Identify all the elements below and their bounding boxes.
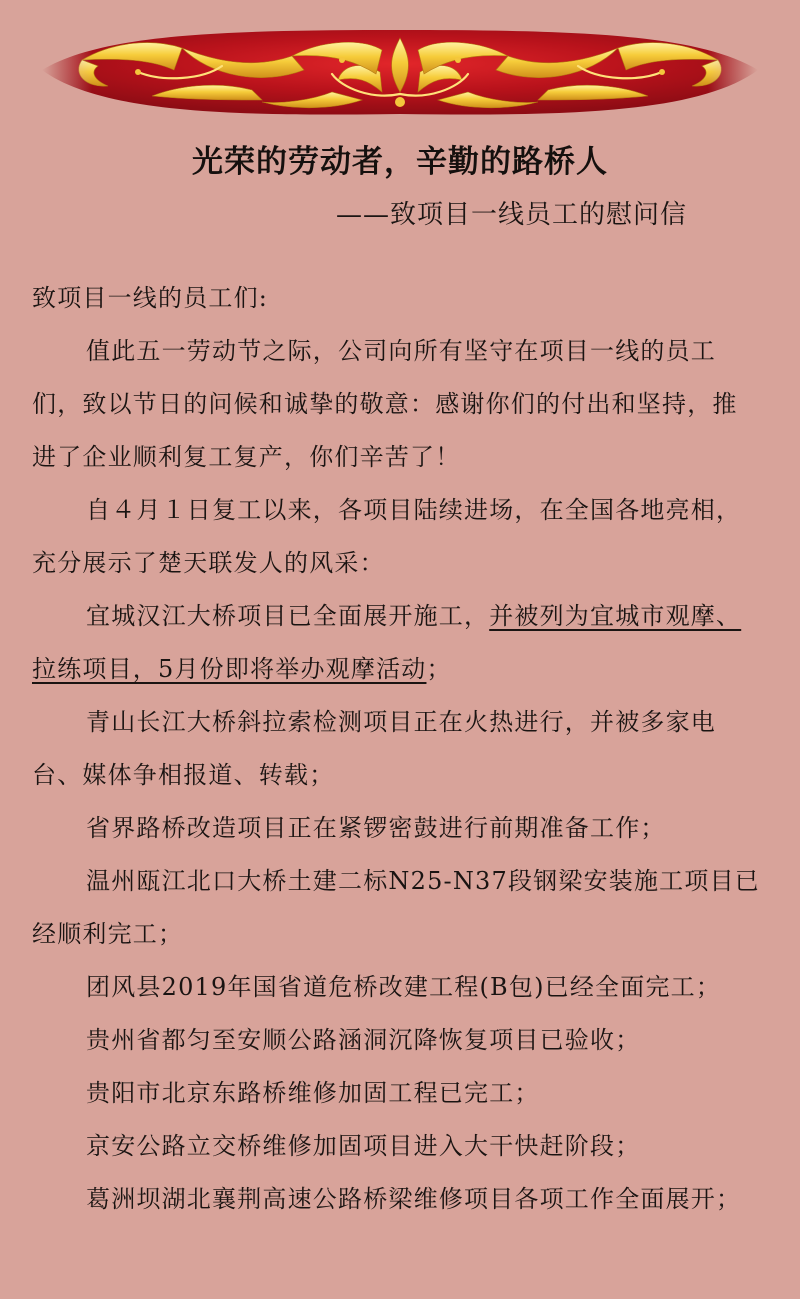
paragraph-qingshan-bridge: 青山长江大桥斜拉索检测项目正在火热进行，并被多家电台、媒体争相报道、转载； [32, 708, 716, 789]
paragraph-jingan: 京安公路立交桥维修加固项目进入大干快赶阶段； [86, 1132, 641, 1160]
yicheng-text: 宜城汉江大桥项目已全面展开施工， [86, 602, 490, 630]
decorative-banner [42, 30, 758, 116]
letter-subtitle: ——致项目一线员工的慰问信 [336, 200, 688, 230]
paragraph-yicheng-bridge [32, 590, 760, 696]
paragraph-greeting: 值此五一劳动节之际，公司向所有坚守在项目一线的员工们，致以节日的问候和诚挚的敬意：感谢你们的付出和坚持，推进了企业顺利复工复产，你们辛苦了！ [32, 337, 738, 471]
yicheng-punctuation: ； [426, 655, 452, 683]
paragraph-wenzhou-bridge: 温州瓯江北口大桥土建二标N25-N37段钢梁安装施工项目已经顺利完工； [32, 867, 760, 948]
paragraph-tuanfeng: 团风县2019年国省道危桥改建工程(B包)已经全面完工； [86, 973, 722, 1001]
yicheng-underlined-text: 并被列为宜城市观摩、拉练项目，5月份即将举办观摩活动 [32, 602, 742, 683]
letter-body [32, 272, 760, 1226]
paragraph-provincial-border: 省界路桥改造项目正在紧锣密鼓进行前期准备工作； [86, 814, 666, 842]
letter-title: 光荣的劳动者，辛勤的路桥人 [192, 144, 608, 180]
paragraph-guiyang: 贵阳市北京东路桥维修加固工程已完工； [86, 1079, 540, 1107]
paragraph-gezhouba: 葛洲坝湖北襄荆高速公路桥梁维修项目各项工作全面展开； [86, 1185, 742, 1213]
paragraph-intro: 自４月１日复工以来，各项目陆续进场，在全国各地亮相，充分展示了楚天联发人的风采： [32, 496, 742, 577]
paragraph-guizhou: 贵州省都匀至安顺公路涵洞沉降恢复项目已验收； [86, 1026, 641, 1054]
salutation: 致项目一线的员工们: [32, 284, 269, 312]
